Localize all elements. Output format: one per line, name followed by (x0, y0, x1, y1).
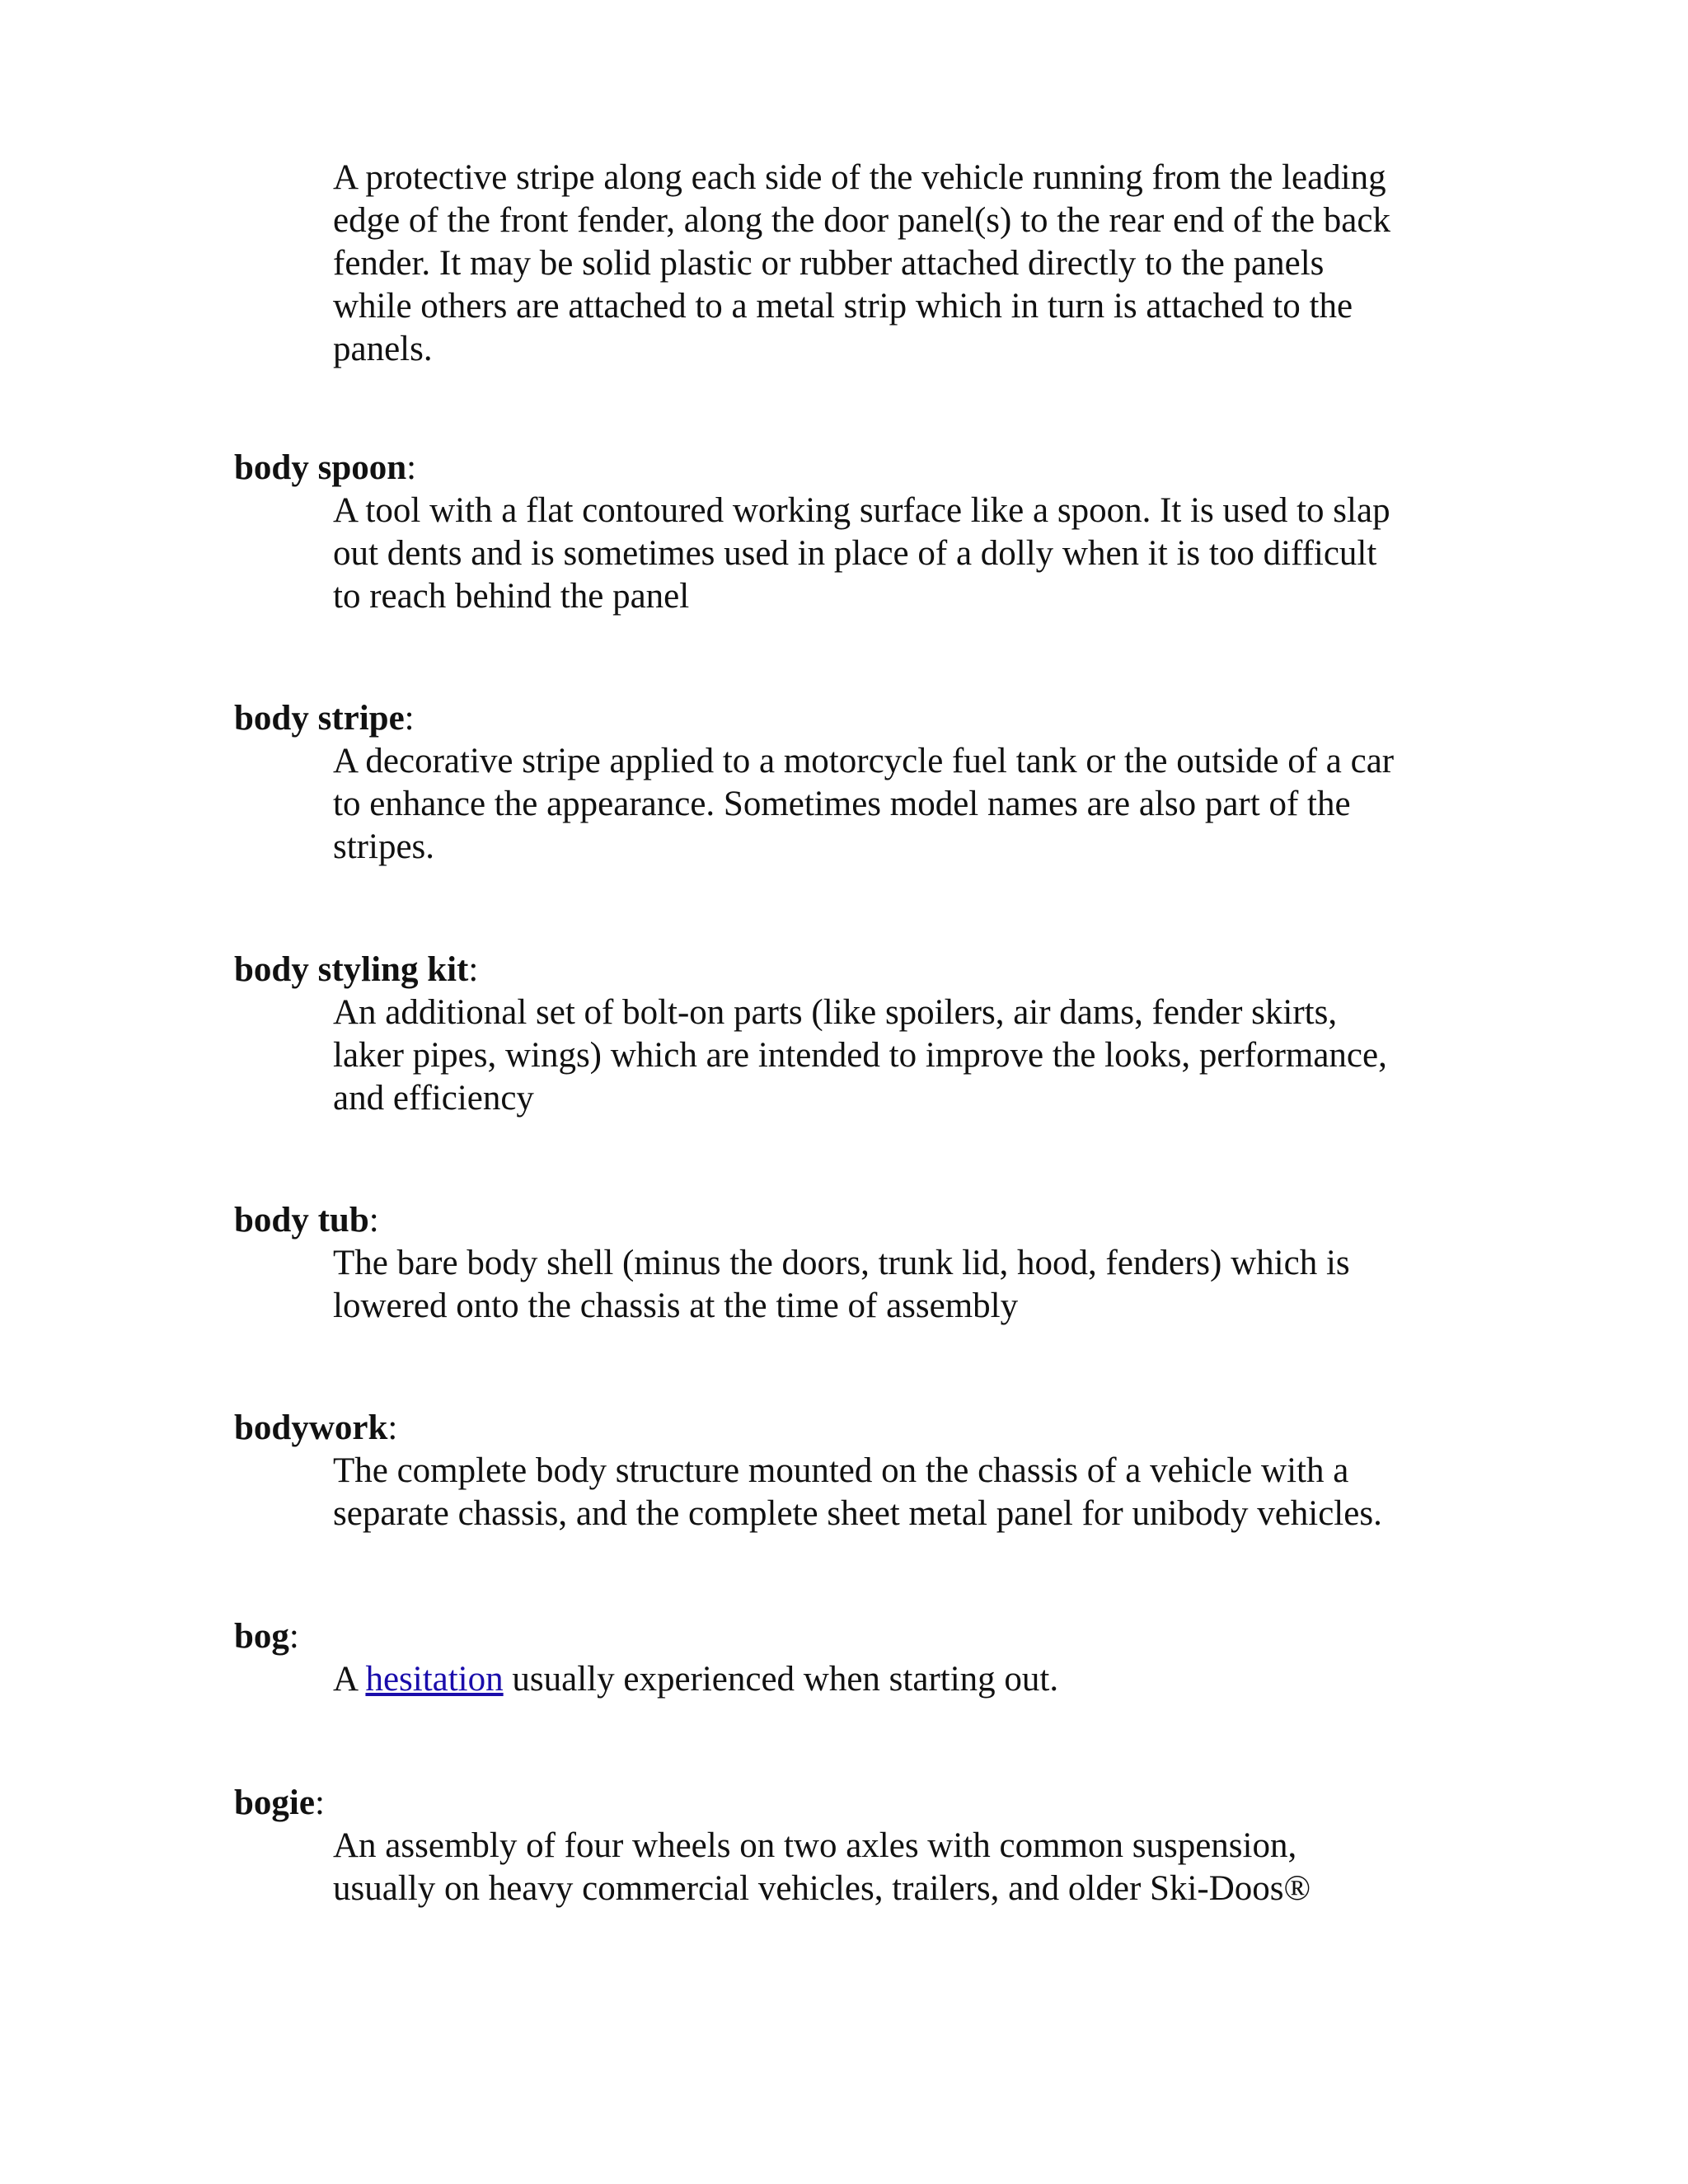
definition-line: while others are attached to a metal strip which in turn is attached to the (333, 287, 1353, 326)
definition-line: separate chassis, and the complete sheet metal panel for unibody vehicles. (333, 1494, 1382, 1533)
term-heading (234, 697, 415, 740)
definition-line (333, 1658, 1470, 1701)
term: bodywork (234, 1408, 388, 1447)
definition (333, 490, 1470, 618)
term-colon: : (288, 1617, 299, 1656)
term-colon: : (368, 1201, 379, 1240)
definition-line: A tool with a flat contoured working surface like a spoon. It is used to slap (333, 491, 1390, 530)
definition-line: The bare body shell (minus the doors, trunk lid, hood, fenders) which is (333, 1244, 1350, 1282)
definition (333, 1825, 1470, 1910)
term: body tub (234, 1201, 369, 1240)
term: bogie (234, 1783, 315, 1822)
definition-line: A protective stripe along each side of the vehicle running from the leading (333, 158, 1386, 197)
definition (333, 1242, 1470, 1328)
definition-line: laker pipes, wings) which are intended to improve the looks, performance, (333, 1036, 1387, 1075)
definition-text: usually experienced when starting out. (503, 1660, 1059, 1699)
term: body stripe (234, 699, 405, 738)
definition-line: usually on heavy commercial vehicles, trailers, and older Ski-Doos® (333, 1869, 1311, 1908)
term-colon: : (404, 699, 415, 738)
term-colon: : (406, 448, 417, 487)
definition (333, 991, 1470, 1120)
term-heading (234, 447, 416, 490)
term-colon: : (468, 950, 479, 989)
definition-line: to enhance the appearance. Sometimes model names are also part of the (333, 785, 1351, 823)
term: body styling kit (234, 950, 469, 989)
definition-line: An additional set of bolt-on parts (like spoilers, air dams, fender skirts, (333, 993, 1338, 1032)
term: body spoon (234, 448, 407, 487)
definition-line: The complete body structure mounted on the chassis of a vehicle with a (333, 1451, 1349, 1490)
term-heading (234, 949, 478, 991)
definition-line: An assembly of four wheels on two axles with common suspension, (333, 1826, 1297, 1865)
term-colon: : (387, 1408, 398, 1447)
definition-line: fender. It may be solid plastic or rubber attached directly to the panels (333, 244, 1325, 283)
definition-line: and efficiency (333, 1079, 534, 1118)
term-colon: : (314, 1783, 325, 1822)
definition (333, 1450, 1470, 1535)
definition (333, 1658, 1470, 1701)
definition-line: stripes. (333, 827, 435, 866)
definition-line: A decorative stripe applied to a motorcycle fuel tank or the outside of a car (333, 742, 1395, 780)
definition-line: out dents and is sometimes used in place of a dolly when it is too difficult (333, 534, 1377, 573)
definition (333, 740, 1470, 869)
definition-line: to reach behind the panel (333, 577, 690, 616)
term: bog (234, 1617, 289, 1656)
term-heading (234, 1782, 325, 1825)
term-heading (234, 1407, 397, 1450)
definition-line: lowered onto the chassis at the time of assembly (333, 1286, 1019, 1325)
definition-text: A (333, 1660, 366, 1699)
definition-line: edge of the front fender, along the door panel(s) to the rear end of the back (333, 201, 1390, 240)
term-heading (234, 1615, 299, 1658)
definition-line: panels. (333, 330, 433, 368)
definition (333, 157, 1470, 371)
hesitation-link[interactable]: hesitation (365, 1660, 504, 1699)
term-heading (234, 1199, 379, 1242)
